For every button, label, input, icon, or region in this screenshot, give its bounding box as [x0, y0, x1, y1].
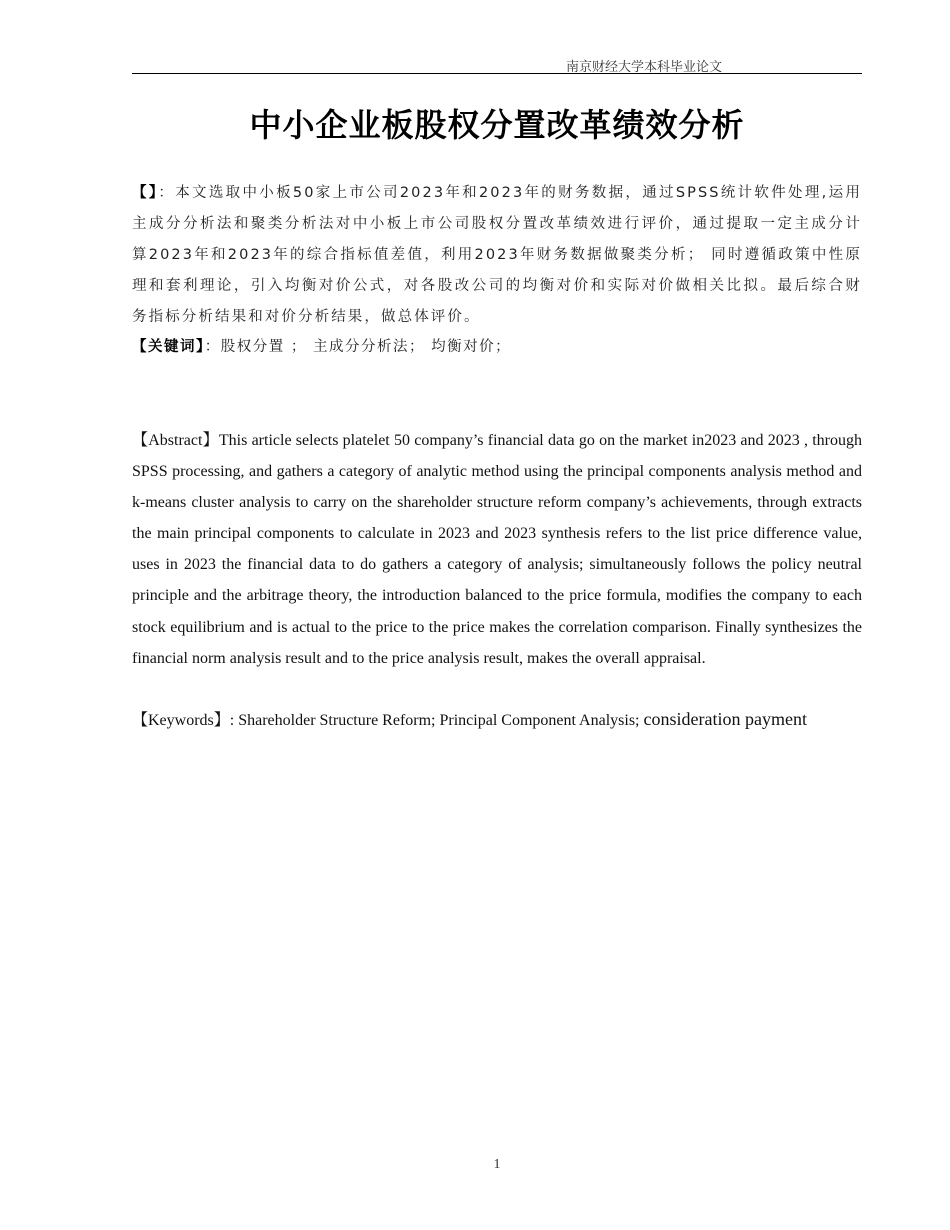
- chinese-keywords-text: 股权分置 ； 主成分分析法； 均衡对价；: [220, 339, 512, 355]
- page-number: 1: [493, 1157, 501, 1172]
- english-abstract: [132, 425, 862, 674]
- chinese-keywords-separator: ：: [204, 339, 221, 355]
- running-header: 南京财经大学本科毕业论文: [565, 60, 722, 75]
- english-abstract-label: 【Abstract】: [132, 432, 219, 449]
- english-keywords: [132, 705, 862, 735]
- chinese-abstract-separator: ：: [158, 185, 176, 201]
- header-rule: [132, 73, 862, 74]
- chinese-abstract: [132, 178, 862, 333]
- chinese-keywords: [132, 333, 862, 361]
- paper-title: 中小企业板股权分置改革绩效分析: [249, 106, 745, 144]
- chinese-keywords-label: 【关键词】: [132, 339, 205, 355]
- english-abstract-text: This article selects platelet 50 company’s financial data go on the market in2023 and 2023 , through SPSS processing, and gathers a category of analytic method using the principal components analysis method and k-means cluster analysis to carry on the shareholder structure reform company’s achievements, through extracts the main principal components to calculate in 2023 and 2023 synthesis refers to the list price difference value, uses in 2023 the financial data to do gathers a category of analysis; simultaneously follows the policy neutral principle and the arbitrage theory, the introduction balanced to the price formula, modifies the company to each stock equilibrium and is actual to the price to the price makes the correlation comparison. Finally synthesizes the financial norm analysis result and to the price analysis result, makes the overall appraisal.: [132, 432, 862, 667]
- english-keywords-label: 【Keywords】: [132, 712, 230, 729]
- chinese-abstract-label: 【】: [132, 185, 159, 201]
- english-keywords-text: : Shareholder Structure Reform; Principal Component Analysis;: [229, 712, 644, 729]
- english-keywords-last-term: consideration payment: [643, 709, 807, 729]
- chinese-abstract-text: 本文选取中小板50家上市公司2023年和2023年的财务数据，通过SPSS统计软件处理,运用主成分分析法和聚类分析法对中小板上市公司股权分置改革绩效进行评价，通过提取一定主成分计算2023年和2023年的综合指标值差值，利用2023年财务数据做聚类分析； 同时遵循政策中性原理和套利理论，引入均衡对价公式，对各股改公司的均衡对价和实际对价做相关比拟。最后综合财务指标分析结果和对价分析结果，做总体评价。: [132, 185, 863, 325]
